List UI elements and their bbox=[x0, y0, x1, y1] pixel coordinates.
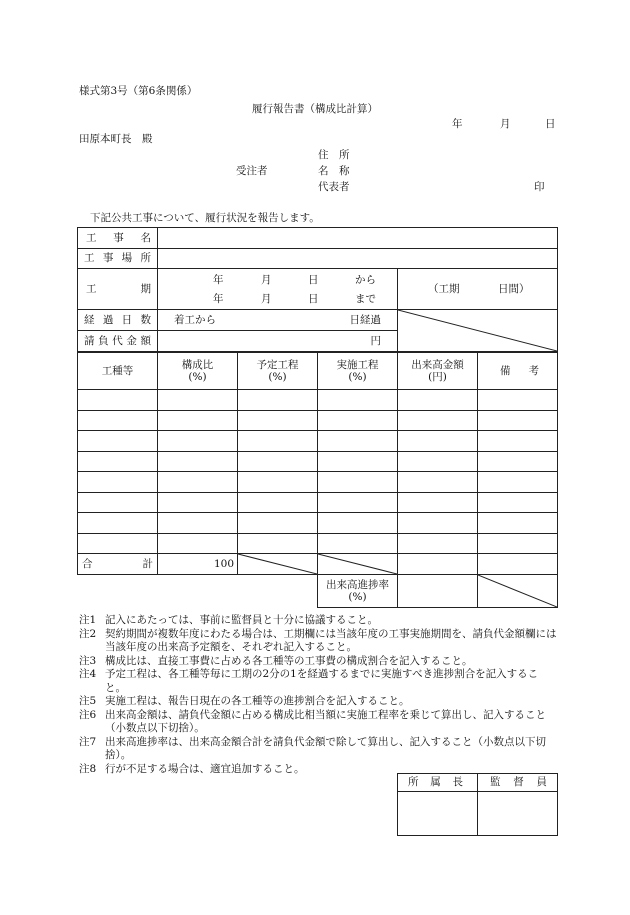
table-row bbox=[78, 451, 558, 472]
completed-amount-cell[interactable] bbox=[398, 472, 478, 493]
construction-period-days[interactable] bbox=[398, 269, 558, 310]
completed-amount-cell[interactable] bbox=[398, 533, 478, 554]
work-type-cell[interactable] bbox=[78, 533, 158, 554]
label-char: 日 bbox=[121, 313, 133, 326]
supervisor-label bbox=[478, 774, 558, 792]
ratio-cell[interactable] bbox=[158, 390, 238, 411]
label-char: 属 bbox=[430, 776, 441, 789]
construction-period-dates[interactable] bbox=[158, 269, 398, 310]
total-remarks[interactable] bbox=[478, 554, 558, 575]
table-row bbox=[78, 410, 558, 431]
contractor-label: 受注者 bbox=[236, 165, 268, 177]
progress-rate-spacer bbox=[78, 575, 318, 608]
completed-amount-cell[interactable] bbox=[398, 390, 478, 411]
progress-rate-label bbox=[318, 575, 398, 608]
completed-amount-cell[interactable] bbox=[398, 513, 478, 534]
label-char: 員 bbox=[536, 776, 547, 789]
progress-rate-line1: 出来高進捗率 bbox=[326, 578, 389, 591]
total-ratio: 100 bbox=[158, 554, 238, 575]
contractor-representative-label: 代表者 bbox=[318, 181, 350, 193]
construction-site-row bbox=[78, 249, 558, 269]
remarks-cell[interactable] bbox=[478, 431, 558, 452]
header-actual-line2: (%) bbox=[348, 371, 367, 383]
ratio-cell[interactable] bbox=[158, 492, 238, 513]
note-item bbox=[79, 668, 559, 695]
elapsed-from-label: 着工から bbox=[174, 313, 216, 326]
header-actual-line1: 実施工程 bbox=[336, 358, 379, 371]
approval-header-row bbox=[398, 774, 558, 792]
note-number: 注8 bbox=[79, 762, 97, 775]
note-number: 注5 bbox=[79, 695, 97, 707]
planned-cell[interactable] bbox=[238, 410, 318, 431]
label-char: 名 bbox=[140, 231, 151, 244]
ratio-cell[interactable] bbox=[158, 451, 238, 472]
note-item bbox=[79, 614, 559, 628]
label-char: 合 bbox=[82, 557, 93, 570]
period-from-month: 月 bbox=[261, 274, 272, 286]
work-type-cell[interactable] bbox=[78, 431, 158, 452]
actual-cell[interactable] bbox=[318, 472, 398, 493]
chief-seal-area[interactable] bbox=[398, 792, 478, 836]
note-number: 注2 bbox=[79, 627, 97, 640]
planned-cell[interactable] bbox=[238, 492, 318, 513]
diagonal-line bbox=[238, 554, 317, 574]
date-year: 年 bbox=[452, 118, 463, 130]
actual-cell[interactable] bbox=[318, 410, 398, 431]
remarks-cell[interactable] bbox=[478, 390, 558, 411]
remarks-cell[interactable] bbox=[478, 492, 558, 513]
header-planned-line1: 予定工程 bbox=[256, 358, 299, 371]
period-to-year: 年 bbox=[213, 293, 224, 305]
period-from-suffix: から bbox=[355, 274, 376, 286]
planned-cell[interactable] bbox=[238, 451, 318, 472]
document-title: 履行報告書（構成比計算） bbox=[252, 103, 378, 115]
note-text: 記入にあたっては、事前に監督員と十分に協議すること。 bbox=[105, 614, 378, 626]
addressee: 田原本町長 殿 bbox=[79, 133, 153, 145]
header-planned-line2: (%) bbox=[268, 371, 287, 383]
amount-unit: 円 bbox=[370, 334, 381, 347]
label-char: 事 bbox=[102, 252, 114, 265]
work-type-cell[interactable] bbox=[78, 513, 158, 534]
construction-name-value[interactable] bbox=[158, 228, 558, 249]
label-char: 経 bbox=[84, 313, 95, 326]
diagonal-line bbox=[398, 310, 557, 351]
note-number: 注4 bbox=[79, 668, 97, 680]
work-breakdown-table bbox=[77, 352, 558, 608]
seal-mark: 印 bbox=[534, 181, 545, 193]
construction-name-row bbox=[78, 228, 558, 249]
diagonal-line bbox=[478, 575, 557, 607]
progress-rate-diagonal bbox=[478, 575, 558, 608]
note-item bbox=[79, 736, 559, 763]
table-row bbox=[78, 513, 558, 534]
ratio-cell[interactable] bbox=[158, 472, 238, 493]
progress-rate-line2: (%) bbox=[348, 591, 367, 603]
completed-amount-cell[interactable] bbox=[398, 451, 478, 472]
elapsed-days-row bbox=[78, 310, 558, 331]
planned-cell[interactable] bbox=[238, 390, 318, 411]
date-day: 日 bbox=[545, 118, 556, 130]
supervisor-seal-area[interactable] bbox=[478, 792, 558, 836]
note-text: 出来高進捗率は、出来高金額合計を請負代金額で除して算出し、記入すること（小数点以下切捨）。 bbox=[105, 735, 546, 761]
planned-cell[interactable] bbox=[238, 472, 318, 493]
ratio-cell[interactable] bbox=[158, 513, 238, 534]
label-char: 数 bbox=[140, 313, 151, 326]
contract-amount-value[interactable] bbox=[158, 331, 398, 352]
notes-section bbox=[79, 614, 559, 776]
total-completed-amount[interactable] bbox=[398, 554, 478, 575]
remarks-cell[interactable] bbox=[478, 513, 558, 534]
note-number: 注7 bbox=[79, 735, 97, 748]
actual-cell[interactable] bbox=[318, 513, 398, 534]
label-char: 工 bbox=[84, 252, 95, 265]
contractor-address-label: 住 所 bbox=[318, 149, 350, 161]
note-text: 構成比は、直接工事費に占める各工種等の工事費の構成割合を記入すること。 bbox=[105, 654, 473, 667]
note-text: 行が不足する場合は、適宜追加すること。 bbox=[105, 762, 305, 775]
period-from-day: 日 bbox=[308, 274, 319, 286]
completed-amount-cell[interactable] bbox=[398, 492, 478, 513]
planned-cell[interactable] bbox=[238, 513, 318, 534]
note-number: 注1 bbox=[79, 614, 97, 626]
ratio-cell[interactable] bbox=[158, 533, 238, 554]
label-char: 計 bbox=[142, 557, 153, 570]
ratio-cell[interactable] bbox=[158, 431, 238, 452]
label-char: 備 bbox=[500, 364, 511, 377]
period-from-year: 年 bbox=[213, 274, 224, 286]
work-type-cell[interactable] bbox=[78, 451, 158, 472]
progress-rate-value[interactable] bbox=[398, 575, 478, 608]
label-char: 所 bbox=[140, 252, 151, 265]
total-planned-diagonal bbox=[238, 554, 318, 575]
note-text: 出来高金額は、請負代金額に占める構成比相当額に実施工程率を乗じて算出し、記入すること（小数点以下切捨）。 bbox=[105, 708, 546, 734]
label-char: 考 bbox=[528, 364, 539, 377]
note-number: 注6 bbox=[79, 708, 97, 721]
note-text: 契約期間が複数年度にわたる場合は、工期欄には当該年度の工事実施期間を、請負代金額欄には当該年度の出来高予定額を、それぞれ記入すること。 bbox=[105, 627, 557, 653]
note-number: 注3 bbox=[79, 654, 97, 667]
completed-amount-cell[interactable] bbox=[398, 410, 478, 431]
diagonal-line bbox=[318, 554, 397, 574]
construction-name-label bbox=[78, 228, 158, 249]
table-row bbox=[78, 390, 558, 411]
header-completed-amount bbox=[398, 353, 478, 390]
elapsed-suffix: 日経過 bbox=[349, 313, 381, 326]
header-completed-amount-line2: (円) bbox=[428, 371, 447, 383]
table-row bbox=[78, 431, 558, 452]
actual-cell[interactable] bbox=[318, 451, 398, 472]
construction-site-value[interactable] bbox=[158, 249, 558, 269]
elapsed-days-label bbox=[78, 310, 158, 331]
label-char: 負 bbox=[98, 334, 109, 347]
work-type-cell[interactable] bbox=[78, 472, 158, 493]
period-to-day: 日 bbox=[308, 293, 319, 305]
elapsed-diagonal-cell bbox=[398, 310, 558, 352]
actual-cell[interactable] bbox=[318, 390, 398, 411]
total-row bbox=[78, 554, 558, 575]
progress-rate-row bbox=[78, 575, 558, 608]
label-char: 期 bbox=[140, 282, 151, 295]
construction-period-label bbox=[78, 269, 158, 310]
total-actual-diagonal bbox=[318, 554, 398, 575]
header-completed-amount-line1: 出来高金額 bbox=[411, 358, 464, 371]
work-type-cell[interactable] bbox=[78, 410, 158, 431]
header-row bbox=[78, 353, 558, 390]
table-row bbox=[78, 492, 558, 513]
table-row bbox=[78, 533, 558, 554]
work-type-cell[interactable] bbox=[78, 492, 158, 513]
header-remarks bbox=[478, 353, 558, 390]
header-ratio-line2: (%) bbox=[188, 371, 207, 383]
note-text: 実施工程は、報告日現在の各工種等の進捗割合を記入すること。 bbox=[105, 695, 410, 707]
header-ratio-line1: 構成比 bbox=[181, 358, 214, 371]
header-planned bbox=[238, 353, 318, 390]
header-actual bbox=[318, 353, 398, 390]
total-label bbox=[78, 554, 158, 575]
chief-label bbox=[398, 774, 478, 792]
period-days-label: （工期 bbox=[428, 283, 460, 295]
intro-text: 下記公共工事について、履行状況を報告します。 bbox=[90, 212, 320, 224]
actual-cell[interactable] bbox=[318, 431, 398, 452]
label-char: 長 bbox=[452, 776, 463, 789]
approval-seal-row bbox=[398, 792, 558, 836]
period-to-suffix: まで bbox=[355, 293, 376, 305]
planned-cell[interactable] bbox=[238, 431, 318, 452]
info-table bbox=[77, 227, 558, 352]
remarks-cell[interactable] bbox=[478, 472, 558, 493]
note-text: 予定工程は、各工種等毎に工期の2分の1を経過するまでに実施すべき進捗割合を記入すること。 bbox=[105, 668, 539, 694]
contractor-name-label: 名 称 bbox=[318, 165, 350, 177]
planned-cell[interactable] bbox=[238, 533, 318, 554]
label-char: 督 bbox=[513, 776, 524, 789]
remarks-cell[interactable] bbox=[478, 533, 558, 554]
header-ratio bbox=[158, 353, 238, 390]
header-work-type: 工種等 bbox=[78, 353, 158, 390]
note-item bbox=[79, 695, 559, 709]
ratio-cell[interactable] bbox=[158, 410, 238, 431]
remarks-cell[interactable] bbox=[478, 410, 558, 431]
label-char: 代 bbox=[112, 334, 123, 347]
approval-box bbox=[397, 773, 558, 836]
label-char: 所 bbox=[408, 776, 419, 789]
form-number: 様式第3号（第6条関係） bbox=[79, 85, 198, 97]
label-char: 事 bbox=[113, 231, 124, 244]
label-char: 工 bbox=[86, 282, 97, 295]
label-char: 請 bbox=[84, 334, 95, 347]
construction-period-row bbox=[78, 269, 558, 310]
note-item bbox=[79, 628, 559, 655]
period-days-suffix: 日間） bbox=[498, 283, 530, 295]
label-char: 場 bbox=[121, 252, 133, 265]
label-char: 監 bbox=[490, 776, 501, 789]
label-char: 金 bbox=[126, 334, 137, 347]
label-char: 工 bbox=[86, 231, 97, 244]
remarks-cell[interactable] bbox=[478, 451, 558, 472]
contract-amount-label bbox=[78, 331, 158, 352]
label-char: 額 bbox=[140, 334, 151, 347]
elapsed-days-value[interactable] bbox=[158, 310, 398, 331]
label-char: 過 bbox=[102, 313, 114, 326]
actual-cell[interactable] bbox=[318, 533, 398, 554]
period-to-month: 月 bbox=[261, 293, 272, 305]
construction-site-label bbox=[78, 249, 158, 269]
date-month: 月 bbox=[500, 118, 511, 130]
table-row bbox=[78, 472, 558, 493]
completed-amount-cell[interactable] bbox=[398, 431, 478, 452]
note-item bbox=[79, 709, 559, 736]
note-item bbox=[79, 655, 559, 669]
work-type-cell[interactable] bbox=[78, 390, 158, 411]
actual-cell[interactable] bbox=[318, 492, 398, 513]
